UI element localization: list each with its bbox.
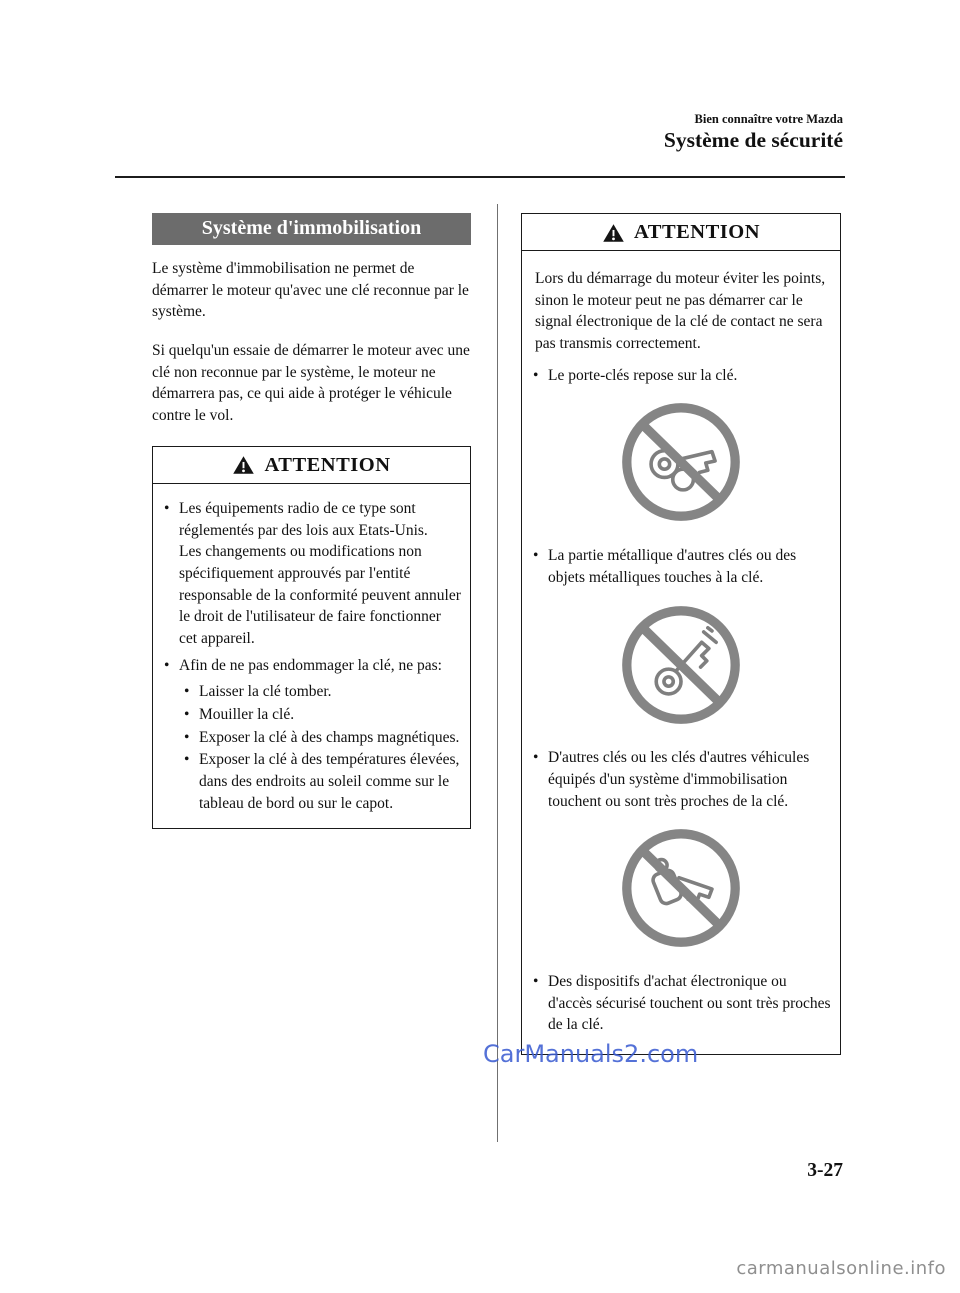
list-item-line: Les équipements radio de ce type sont réglementés par des lois aux Etats-Unis. bbox=[179, 499, 428, 539]
list-item bbox=[164, 655, 461, 677]
column-divider bbox=[497, 204, 498, 1142]
prohibition-figure bbox=[531, 601, 831, 736]
list-item-text: Mouiller la clé. bbox=[199, 706, 295, 723]
bullet-dot: • bbox=[184, 683, 190, 701]
section-header-immobilizer: Système d'immobilisation bbox=[152, 213, 471, 245]
list-item bbox=[164, 498, 461, 650]
prohibited-metal-objects-near-key-icon bbox=[617, 601, 745, 729]
list-item bbox=[533, 365, 831, 387]
warning-triangle-icon bbox=[602, 223, 625, 243]
list-item-text bbox=[179, 498, 461, 650]
prohibited-other-immobilizer-keys-icon bbox=[617, 824, 745, 952]
list-item bbox=[184, 704, 461, 726]
attention-title: ATTENTION bbox=[264, 453, 391, 476]
list-item bbox=[184, 681, 461, 703]
bullet-dot: • bbox=[164, 656, 170, 674]
paragraph: Si quelqu'un essaie de démarrer le moteur avec une clé non reconnue par le système, le moteur ne démarrera pas, ce qui aide à protéger le véhicule contre le vol. bbox=[152, 342, 470, 425]
breadcrumb: Bien connaître votre Mazda bbox=[694, 112, 843, 126]
paragraph: Le système d'immobilisation ne permet de démarrer le moteur qu'avec une clé reconnue par le système. bbox=[152, 260, 469, 321]
list-item bbox=[184, 749, 461, 814]
list-item-text: Exposer la clé à des champs magnétiques. bbox=[199, 728, 460, 746]
attention-body bbox=[153, 484, 470, 829]
list-item bbox=[533, 971, 831, 1036]
list-item bbox=[184, 727, 461, 749]
sub-list bbox=[184, 681, 461, 814]
header-rule bbox=[115, 176, 845, 178]
page-title: Système de sécurité bbox=[663, 128, 843, 152]
list-item-text: Exposer la clé à des températures élevées, dans des endroits au soleil comme sur le tableau de bord ou sur le capot. bbox=[199, 751, 460, 812]
prohibition-figure bbox=[531, 824, 831, 959]
attention-box-right bbox=[521, 213, 841, 1055]
attention-box-left bbox=[152, 446, 471, 830]
attention-header bbox=[522, 214, 840, 251]
left-column bbox=[152, 213, 471, 829]
watermark-carmanualsonline: carmanualsonline.info bbox=[736, 1258, 946, 1279]
bullet-dot: • bbox=[184, 706, 190, 723]
list-item-text: D'autres clés ou les clés d'autres véhicules équipés d'un système d'immobilisation touchent ou sont très proches de la clé. bbox=[548, 749, 810, 810]
list-item-text: Le porte-clés repose sur la clé. bbox=[548, 366, 738, 384]
bullet-dot: • bbox=[184, 751, 190, 769]
warning-triangle-icon bbox=[232, 455, 255, 475]
right-column bbox=[521, 213, 841, 1055]
bullet-dot: • bbox=[184, 728, 190, 746]
list-item-line: Les changements ou modifications non spécifiquement approuvés par l'entité responsable de la conformité peuvent annuler le droit de l'utilisateur de faire fonctionner cet appareil. bbox=[179, 543, 461, 647]
list-item-text: Laisser la clé tomber. bbox=[199, 683, 332, 701]
bullet-dot: • bbox=[533, 366, 539, 384]
list-item-text: Afin de ne pas endommager la clé, ne pas: bbox=[179, 656, 442, 674]
bullet-dot: • bbox=[533, 972, 539, 990]
bullet-dot: • bbox=[533, 547, 539, 565]
attention-header bbox=[153, 447, 470, 484]
list-item-text: Des dispositifs d'achat électronique ou d'accès sécurisé touchent ou sont très proches de la clé. bbox=[548, 972, 831, 1034]
list-item bbox=[533, 747, 831, 812]
page-number: 3-27 bbox=[807, 1160, 843, 1181]
watermark-carmanuals2: CarManuals2.com bbox=[483, 1040, 699, 1068]
paragraph: Lors du démarrage du moteur éviter les points, sinon le moteur peut ne pas démarrer car le signal électronique de la clé de contact ne sera pas transmis correctement. bbox=[535, 270, 826, 353]
list-item bbox=[533, 545, 831, 588]
attention-body bbox=[522, 251, 840, 1054]
prohibition-figure bbox=[531, 398, 831, 533]
attention-title: ATTENTION bbox=[633, 221, 760, 243]
list-item-text: La partie métallique d'autres clés ou des objets métalliques touches à la clé. bbox=[548, 547, 797, 586]
bullet-dot: • bbox=[164, 499, 170, 517]
prohibited-keyring-on-key-icon bbox=[617, 398, 745, 526]
bullet-dot: • bbox=[533, 749, 539, 767]
